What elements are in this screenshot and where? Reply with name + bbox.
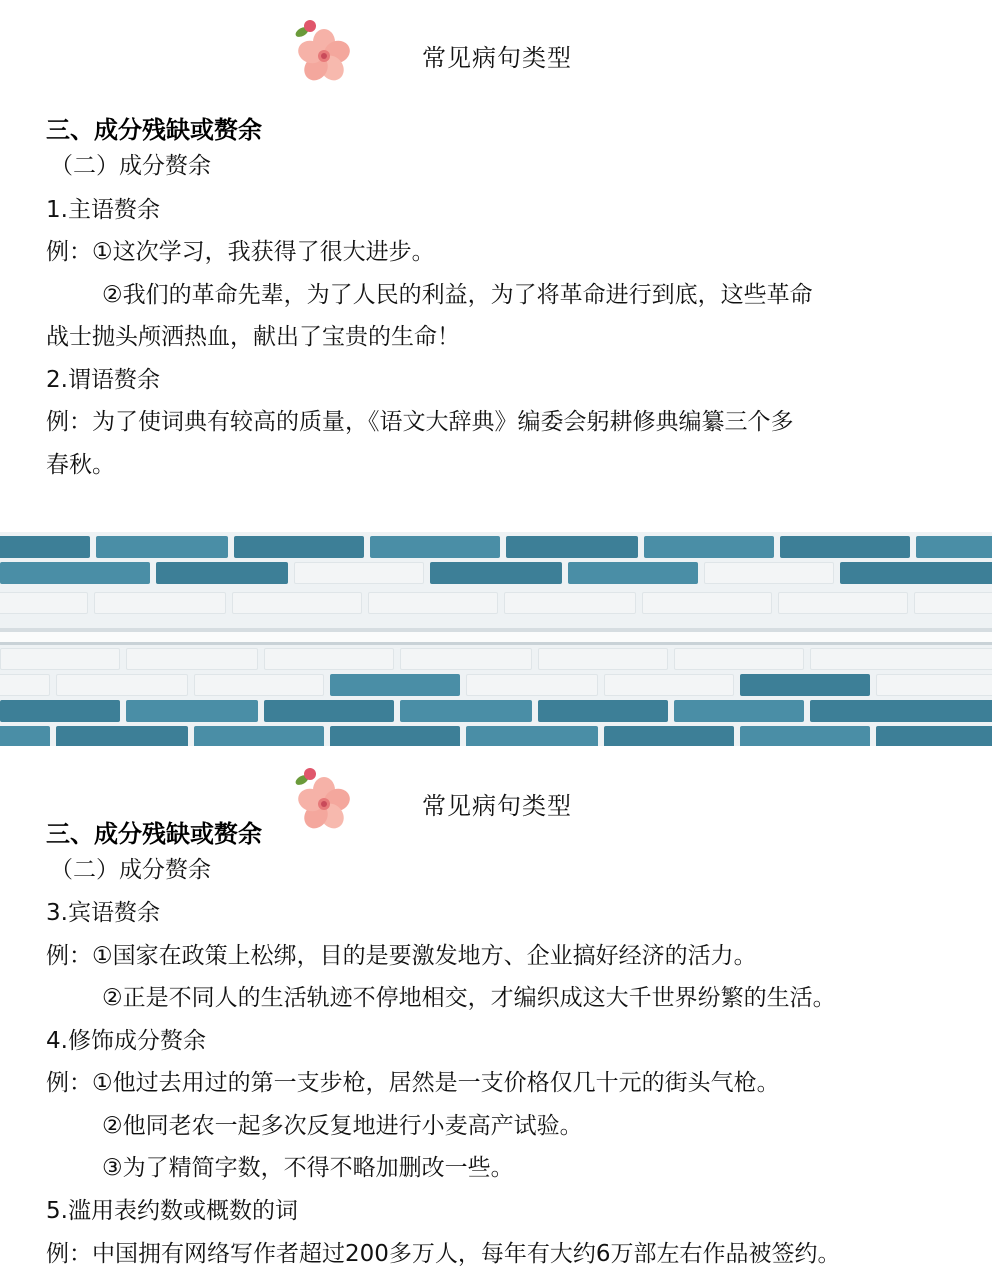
subheading: （二）成分赘余	[50, 153, 211, 179]
list-item: 例：①国家在政策上松绑，目的是要激发地方、企业搞好经济的活力。	[46, 943, 757, 969]
section-heading: 三、成分残缺或赘余	[46, 820, 262, 848]
list-item: 例：中国拥有网络写作者超过200多万人，每年有大约6万部左右作品被签约。	[46, 1241, 841, 1267]
page-section-1	[0, 0, 992, 532]
list-item: 春秋。	[46, 452, 115, 478]
section-heading: 三、成分残缺或赘余	[46, 116, 262, 144]
list-item: ②正是不同人的生活轨迹不停地相交，才编织成这大千世界纷繁的生活。	[102, 985, 836, 1011]
page-title: 常见病句类型	[422, 44, 572, 72]
subheading: （二）成分赘余	[50, 857, 211, 883]
list-item: 1.主语赘余	[46, 197, 160, 223]
list-item: 例：①这次学习，我获得了很大进步。	[46, 239, 435, 265]
list-item: 3.宾语赘余	[46, 900, 160, 926]
peach-blossom-icon	[292, 766, 352, 832]
list-item: ②他同老农一起多次反复地进行小麦高产试验。	[102, 1113, 583, 1139]
page-section-2	[0, 746, 992, 1280]
list-item: 战士抛头颅洒热血，献出了宝贵的生命！	[46, 324, 460, 350]
list-item: 5.滥用表约数或概数的词	[46, 1198, 298, 1224]
list-item: 2.谓语赘余	[46, 367, 160, 393]
list-item: ③为了精简字数，不得不略加删改一些。	[102, 1155, 514, 1181]
page-title: 常见病句类型	[422, 792, 572, 820]
list-item: ②我们的革命先辈，为了人民的利益，为了将革命进行到底，这些革命	[102, 282, 813, 308]
peach-blossom-icon	[292, 18, 352, 84]
list-item: 4.修饰成分赘余	[46, 1028, 206, 1054]
brick-wall-divider	[0, 532, 992, 746]
list-item: 例：为了使词典有较高的质量，《语文大辞典》编委会躬耕修典编纂三个多	[46, 409, 794, 435]
list-item: 例：①他过去用过的第一支步枪，居然是一支价格仅几十元的街头气枪。	[46, 1070, 780, 1096]
